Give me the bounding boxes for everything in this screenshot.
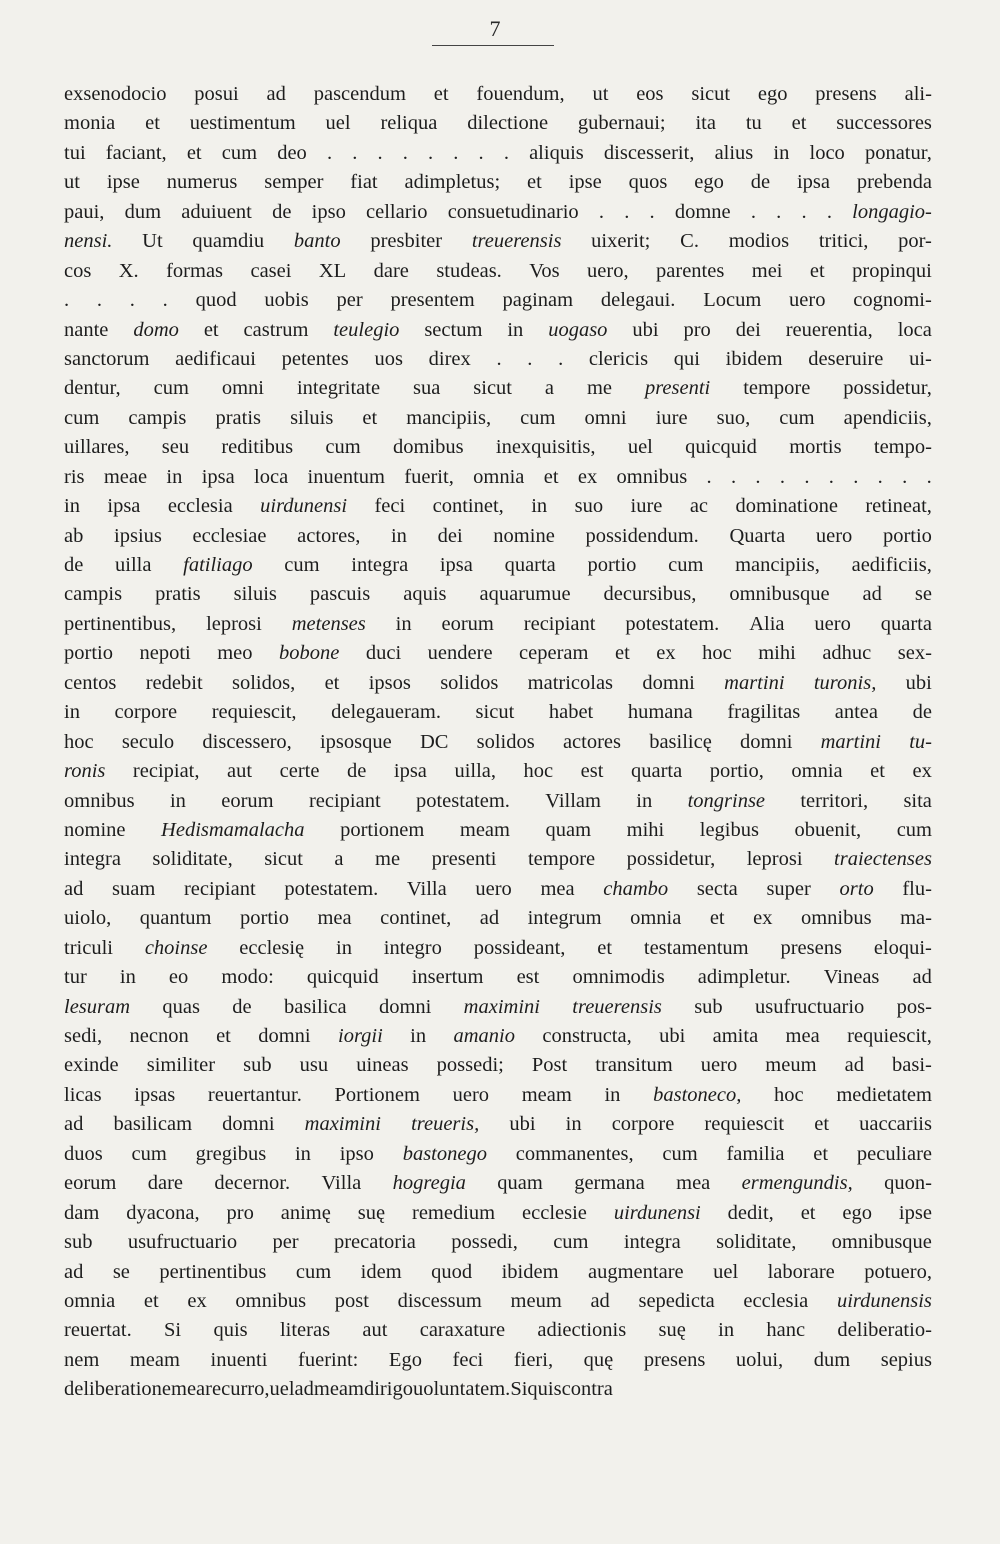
text-line: omnia et ex omnibus post discessum meum ad sepedicta ecclesia uirdunensis: [64, 1289, 932, 1312]
text-line: ad basilicam domni maximini treueris, ubi in corpore requiescit et uaccariis: [64, 1113, 932, 1136]
text-line: ronis recipiat, aut certe de ipsa uilla, hoc est quarta portio, omnia et ex: [64, 760, 932, 783]
text-line: nante domo et castrum teulegio sectum in uogaso ubi pro dei reuerentia, loca: [64, 318, 932, 341]
text-line: reuertat. Si quis literas aut caraxature adiectionis suę in hanc deliberatio-: [64, 1319, 932, 1342]
text-line: duos cum gregibus in ipso bastonego commanentes, cum familia et peculiare: [64, 1142, 932, 1165]
text-line: in ipsa ecclesia uirdunensi feci continet, in suo iure ac dominatione retineat,: [64, 495, 932, 518]
text-line: dentur, cum omni integritate sua sicut a me presenti tempore possidetur,: [64, 377, 932, 400]
text-line: nem meam inuenti fuerint: Ego feci fieri, quę presens uolui, dum sepius: [64, 1348, 932, 1371]
text-line: cum campis pratis siluis et mancipiis, cum omni iure suo, cum apendiciis,: [64, 406, 932, 429]
text-line: omnibus in eorum recipiant potestatem. Villam in tongrinse territori, sita: [64, 789, 932, 812]
text-line: triculi choinse ecclesię in integro possideant, et testamentum presens eloqui-: [64, 936, 932, 959]
text-line: eorum dare decernor. Villa hogregia quam germana mea ermengundis, quon-: [64, 1172, 932, 1195]
text-line: hoc seculo discessero, ipsosque DC solidos actores basilicę domni martini tu-: [64, 730, 932, 753]
text-line: de uilla fatiliago cum integra ipsa quarta portio cum mancipiis, aedificiis,: [64, 554, 932, 576]
text-line: pertinentibus, leprosi metenses in eorum recipiant potestatem. Alia uero quarta: [64, 612, 932, 635]
text-line: ad se pertinentibus cum idem quod ibidem augmentare uel laborare potuero,: [64, 1260, 932, 1283]
text-line: licas ipsas reuertantur. Portionem uero meam in bastoneco, hoc medietatem: [64, 1083, 932, 1106]
text-line: ad suam recipiant potestatem. Villa uero mea chambo secta super orto flu-: [64, 877, 932, 900]
text-line: ris meae in ipsa loca inuentum fuerit, omnia et ex omnibus . . . . . . . . . .: [64, 465, 932, 488]
text-line: sub usufructuario per precatoria possedi, cum integra soliditate, omnibusque: [64, 1231, 932, 1254]
text-line: ab ipsius ecclesiae actores, in dei nomine possidendum. Quarta uero portio: [64, 524, 932, 547]
text-line: deliberatione mea recurro, uel ad meam dirigo uoluntatem. Si quis contra: [64, 1378, 613, 1401]
text-line: ut ipse numerus semper fiat adimpletus; et ipse quos ego de ipsa prebenda: [64, 171, 932, 194]
text-line: lesuram quas de basilica domni maximini treuerensis sub usufructuario pos-: [64, 995, 932, 1018]
text-line: exsenodocio posui ad pascendum et fouendum, ut eos sicut ego presens ali-: [64, 83, 932, 105]
text-line: sedi, necnon et domni iorgii in amanio constructa, ubi amita mea requiescit,: [64, 1025, 932, 1047]
text-line: in corpore requiescit, delegaueram. sicut habet humana fragilitas antea de: [64, 701, 932, 724]
body-text: [64, 80, 932, 1405]
text-line: cos X. formas casei XL dare studeas. Vos uero, parentes mei et propinqui: [64, 259, 932, 282]
text-line: nomine Hedismamalacha portionem meam quam mihi legibus obuenit, cum: [64, 818, 932, 841]
header-rule: [432, 45, 554, 46]
text-line: tur in eo modo: quicquid insertum est omnimodis adimpletur. Vineas ad: [64, 966, 932, 989]
text-line: uiolo, quantum portio mea continet, ad integrum omnia et ex omnibus ma-: [64, 907, 932, 930]
text-line: portio nepoti meo bobone duci uendere ceperam et ex hoc mihi adhuc sex-: [64, 642, 932, 665]
text-line: sanctorum aedificaui petentes uos direx . . . clericis qui ibidem deseruire ui-: [64, 347, 932, 370]
text-line: campis pratis siluis pascuis aquis aquarumue decursibus, omnibusque ad se: [64, 583, 932, 606]
text-line: monia et uestimentum uel reliqua dilectione gubernaui; ita tu et successores: [64, 112, 932, 135]
text-line: paui, dum aduiuent de ipso cellario consuetudinario . . . domne . . . . longagio-: [64, 200, 932, 223]
text-line: dam dyacona, pro animę suę remedium ecclesie uirdunensi dedit, et ego ipse: [64, 1201, 932, 1224]
text-line: tui faciant, et cum deo . . . . . . . . aliquis discesserit, alius in loco ponatur,: [64, 141, 932, 164]
text-line: . . . . quod uobis per presentem paginam delegaui. Locum uero cognomi-: [64, 289, 932, 312]
page-number: 7: [489, 16, 501, 41]
text-line: nensi. Ut quamdiu banto presbiter treuerensis uixerit; C. modios tritici, por-: [64, 230, 932, 253]
text-line: uillares, seu reditibus cum domibus inexquisitis, uel quicquid mortis tempo-: [64, 436, 932, 459]
text-line: integra soliditate, sicut a me presenti tempore possidetur, leprosi traiectenses: [64, 848, 932, 871]
text-line: centos redebit solidos, et ipsos solidos matricolas domni martini turonis, ubi: [64, 671, 932, 694]
text-line: exinde similiter sub usu uineas possedi; Post transitum uero meum ad basi-: [64, 1054, 932, 1077]
